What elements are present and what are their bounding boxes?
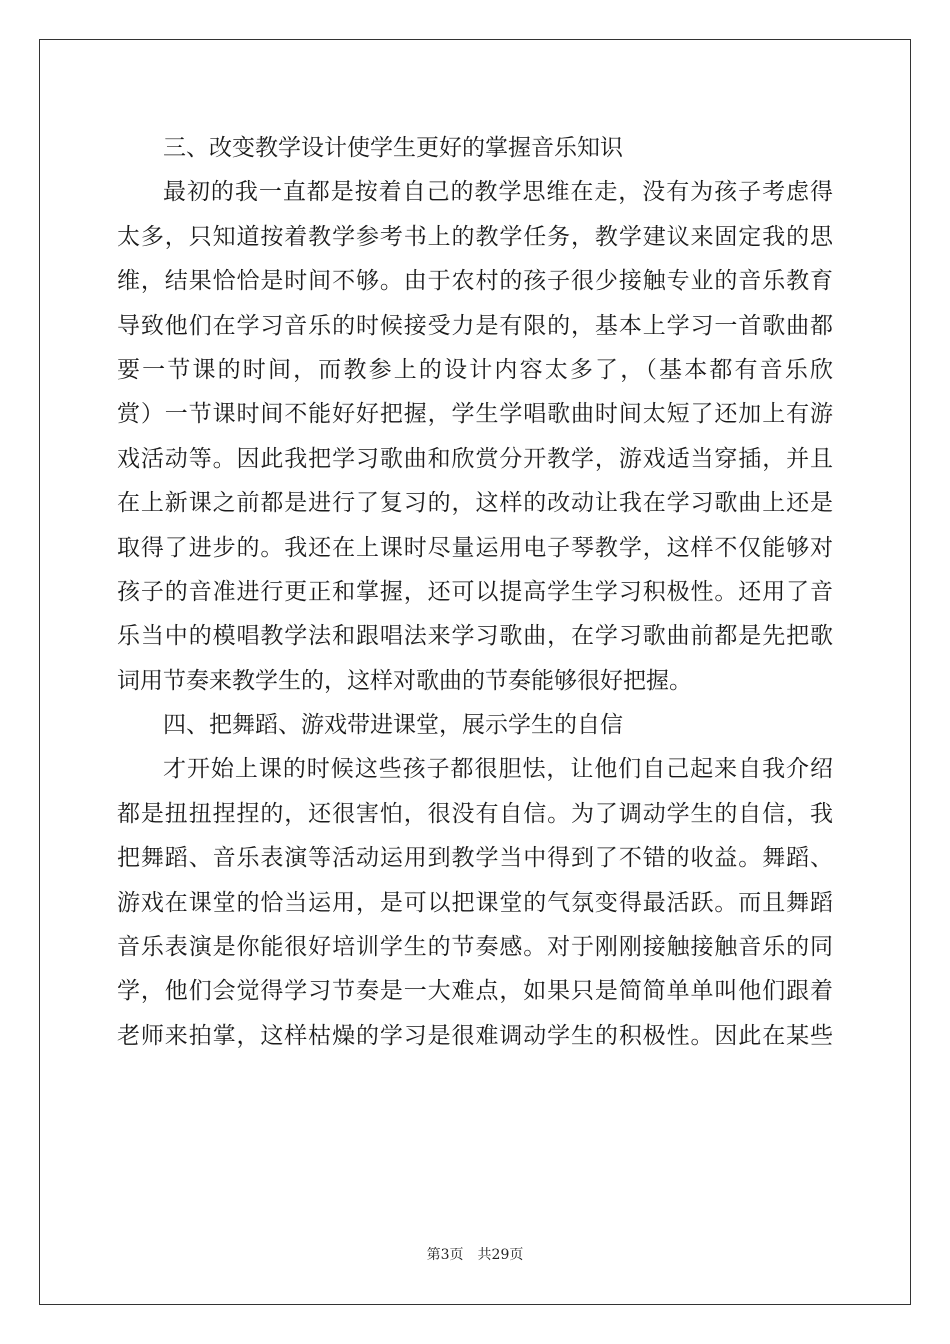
current-page-number: 第3页 [426, 1247, 464, 1263]
text-line: 要一节课的时间，而教参上的设计内容太多了，（基本都有音乐欣 [117, 356, 833, 383]
text-line: 戏活动等。因此我把学习歌曲和欣赏分开教学，游戏适当穿插，并且 [117, 445, 833, 472]
text-line: 赏）一节课时间不能好好把握，学生学唱歌曲时间太短了还加上有游 [117, 401, 833, 428]
document-body [117, 126, 833, 1058]
text-line: 导致他们在学习音乐的时候接受力是有限的，基本上学习一首歌曲都 [117, 312, 833, 339]
text-line: 词用节奏来教学生的，这样对歌曲的节奏能够很好把握。 [117, 667, 692, 694]
paragraph-first-line: 最初的我一直都是按着自己的教学思维在走，没有为孩子考虑得 [163, 179, 833, 206]
total-page-count: 共29页 [477, 1247, 524, 1263]
text-line: 维，结果恰恰是时间不够。由于农村的孩子很少接触专业的音乐教育 [117, 268, 833, 295]
paragraph-first-line: 四、把舞蹈、游戏带进课堂，展示学生的自信 [163, 712, 623, 739]
text-line: 音乐表演是你能很好培训学生的节奏感。对于刚刚接触接触音乐的同 [117, 934, 833, 961]
paragraph-first-line: 三、改变教学设计使学生更好的掌握音乐知识 [163, 135, 623, 161]
text-line: 把舞蹈、音乐表演等活动运用到教学当中得到了不错的收益。舞蹈、 [117, 845, 833, 872]
text-line: 太多，只知道按着教学参考书上的教学任务，教学建议来固定我的思 [117, 223, 833, 250]
page-footer [0, 1246, 950, 1264]
text-line: 都是扭扭捏捏的，还很害怕，很没有自信。为了调动学生的自信，我 [117, 800, 833, 827]
text-line: 游戏在课堂的恰当运用，是可以把课堂的气氛变得最活跃。而且舞蹈 [117, 889, 833, 916]
text-line: 在上新课之前都是进行了复习的，这样的改动让我在学习歌曲上还是 [117, 490, 833, 517]
text-line: 学，他们会觉得学习节奏是一大难点，如果只是简简单单叫他们跟着 [117, 978, 833, 1005]
text-line: 乐当中的模唱教学法和跟唱法来学习歌曲，在学习歌曲前都是先把歌 [117, 623, 833, 650]
text-line: 取得了进步的。我还在上课时尽量运用电子琴教学，这样不仅能够对 [117, 534, 833, 561]
text-line: 孩子的音准进行更正和掌握，还可以提高学生学习积极性。还用了音 [117, 578, 833, 605]
text-line: 老师来拍掌，这样枯燥的学习是很难调动学生的积极性。因此在某些 [117, 1022, 833, 1049]
paragraph-first-line: 才开始上课的时候这些孩子都很胆怯，让他们自己起来自我介绍 [163, 756, 833, 783]
